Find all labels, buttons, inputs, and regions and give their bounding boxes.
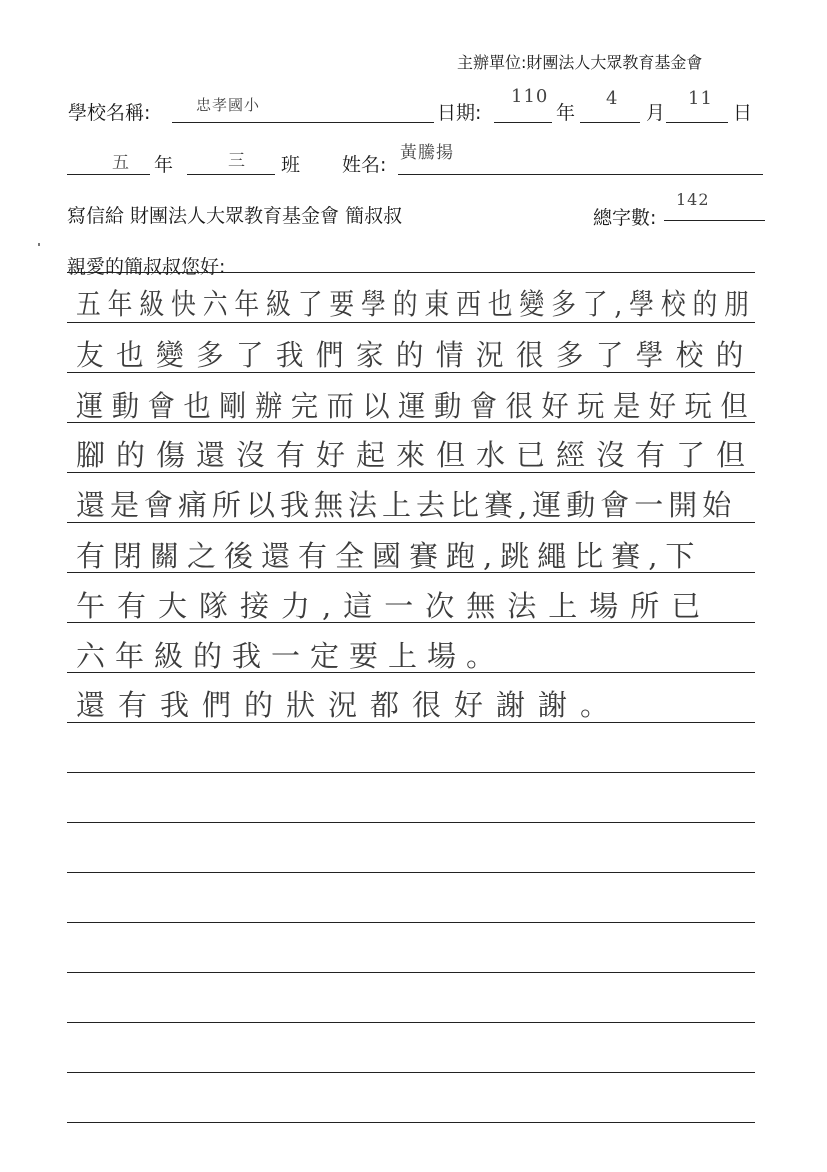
month-label: 月 [646,102,666,124]
letter-line-2: 友也變多了我們家的情況很多了學校的 [76,338,756,372]
grade-value[interactable]: 五 [112,153,130,173]
letter-line-4: 腳的傷還沒有好起來但水已經沒有了但 [76,438,757,472]
letter-line-3: 運動會也剛辦完而以運動會很好玩是好玩但 [76,389,757,423]
salutation: 親愛的簡叔叔您好: [67,256,226,278]
grade-underline [67,174,150,175]
date-year-underline [494,122,552,123]
date-year-value[interactable]: 110 [511,86,549,107]
scan-speck [38,243,40,246]
letter-line-9: 還有我們的狀況都很好謝謝。 [76,688,623,722]
word-count-label: 總字數: [593,207,657,229]
date-day-value[interactable]: 11 [688,88,713,109]
letter-line-1: 五年級快六年級了要學的東西也變多了,學校的朋 [76,287,756,321]
recipient-line: 寫信給 財團法人大眾教育基金會 簡叔叔 [67,205,403,227]
ruled-line [67,972,755,973]
date-day-underline [666,122,728,123]
ruled-line [67,872,755,873]
ruled-line [67,772,755,773]
class-label: 班 [281,154,301,176]
ruled-line [67,822,755,823]
student-name-label: 姓名: [342,154,387,176]
class-value[interactable]: 三 [228,151,246,171]
date-label: 日期: [437,102,482,124]
school-name-label: 學校名稱: [68,102,151,124]
school-name-value[interactable]: 忠孝國小 [196,96,261,114]
ruled-line [67,1072,755,1073]
student-name-underline [398,174,763,175]
school-name-underline [172,122,434,123]
grade-label: 年 [154,154,174,176]
day-label: 日 [733,102,753,124]
class-underline [187,174,275,175]
year-label: 年 [556,102,576,124]
letter-line-8: 六年級的我一定要上場。 [76,639,506,673]
letter-line-6: 有閉關之後還有全國賽跑,跳繩比賽,下 [76,539,703,573]
ruled-line [67,922,755,923]
word-count-value[interactable]: 142 [676,190,710,209]
ruled-line [67,272,755,273]
word-count-underline [664,220,765,221]
letter-line-5: 還是會痛所以我無法上去比賽,運動會一開始 [76,488,737,522]
ruled-line [67,1122,755,1123]
student-name-value[interactable]: 黃騰揚 [400,143,454,163]
date-month-underline [580,122,640,123]
ruled-line [67,1022,755,1023]
organizer-header: 主辦單位:財團法人大眾教育基金會 [457,53,703,72]
date-month-value[interactable]: 4 [606,88,619,109]
letter-line-7: 午有大隊接力,這一次無法上場所已 [76,589,713,623]
